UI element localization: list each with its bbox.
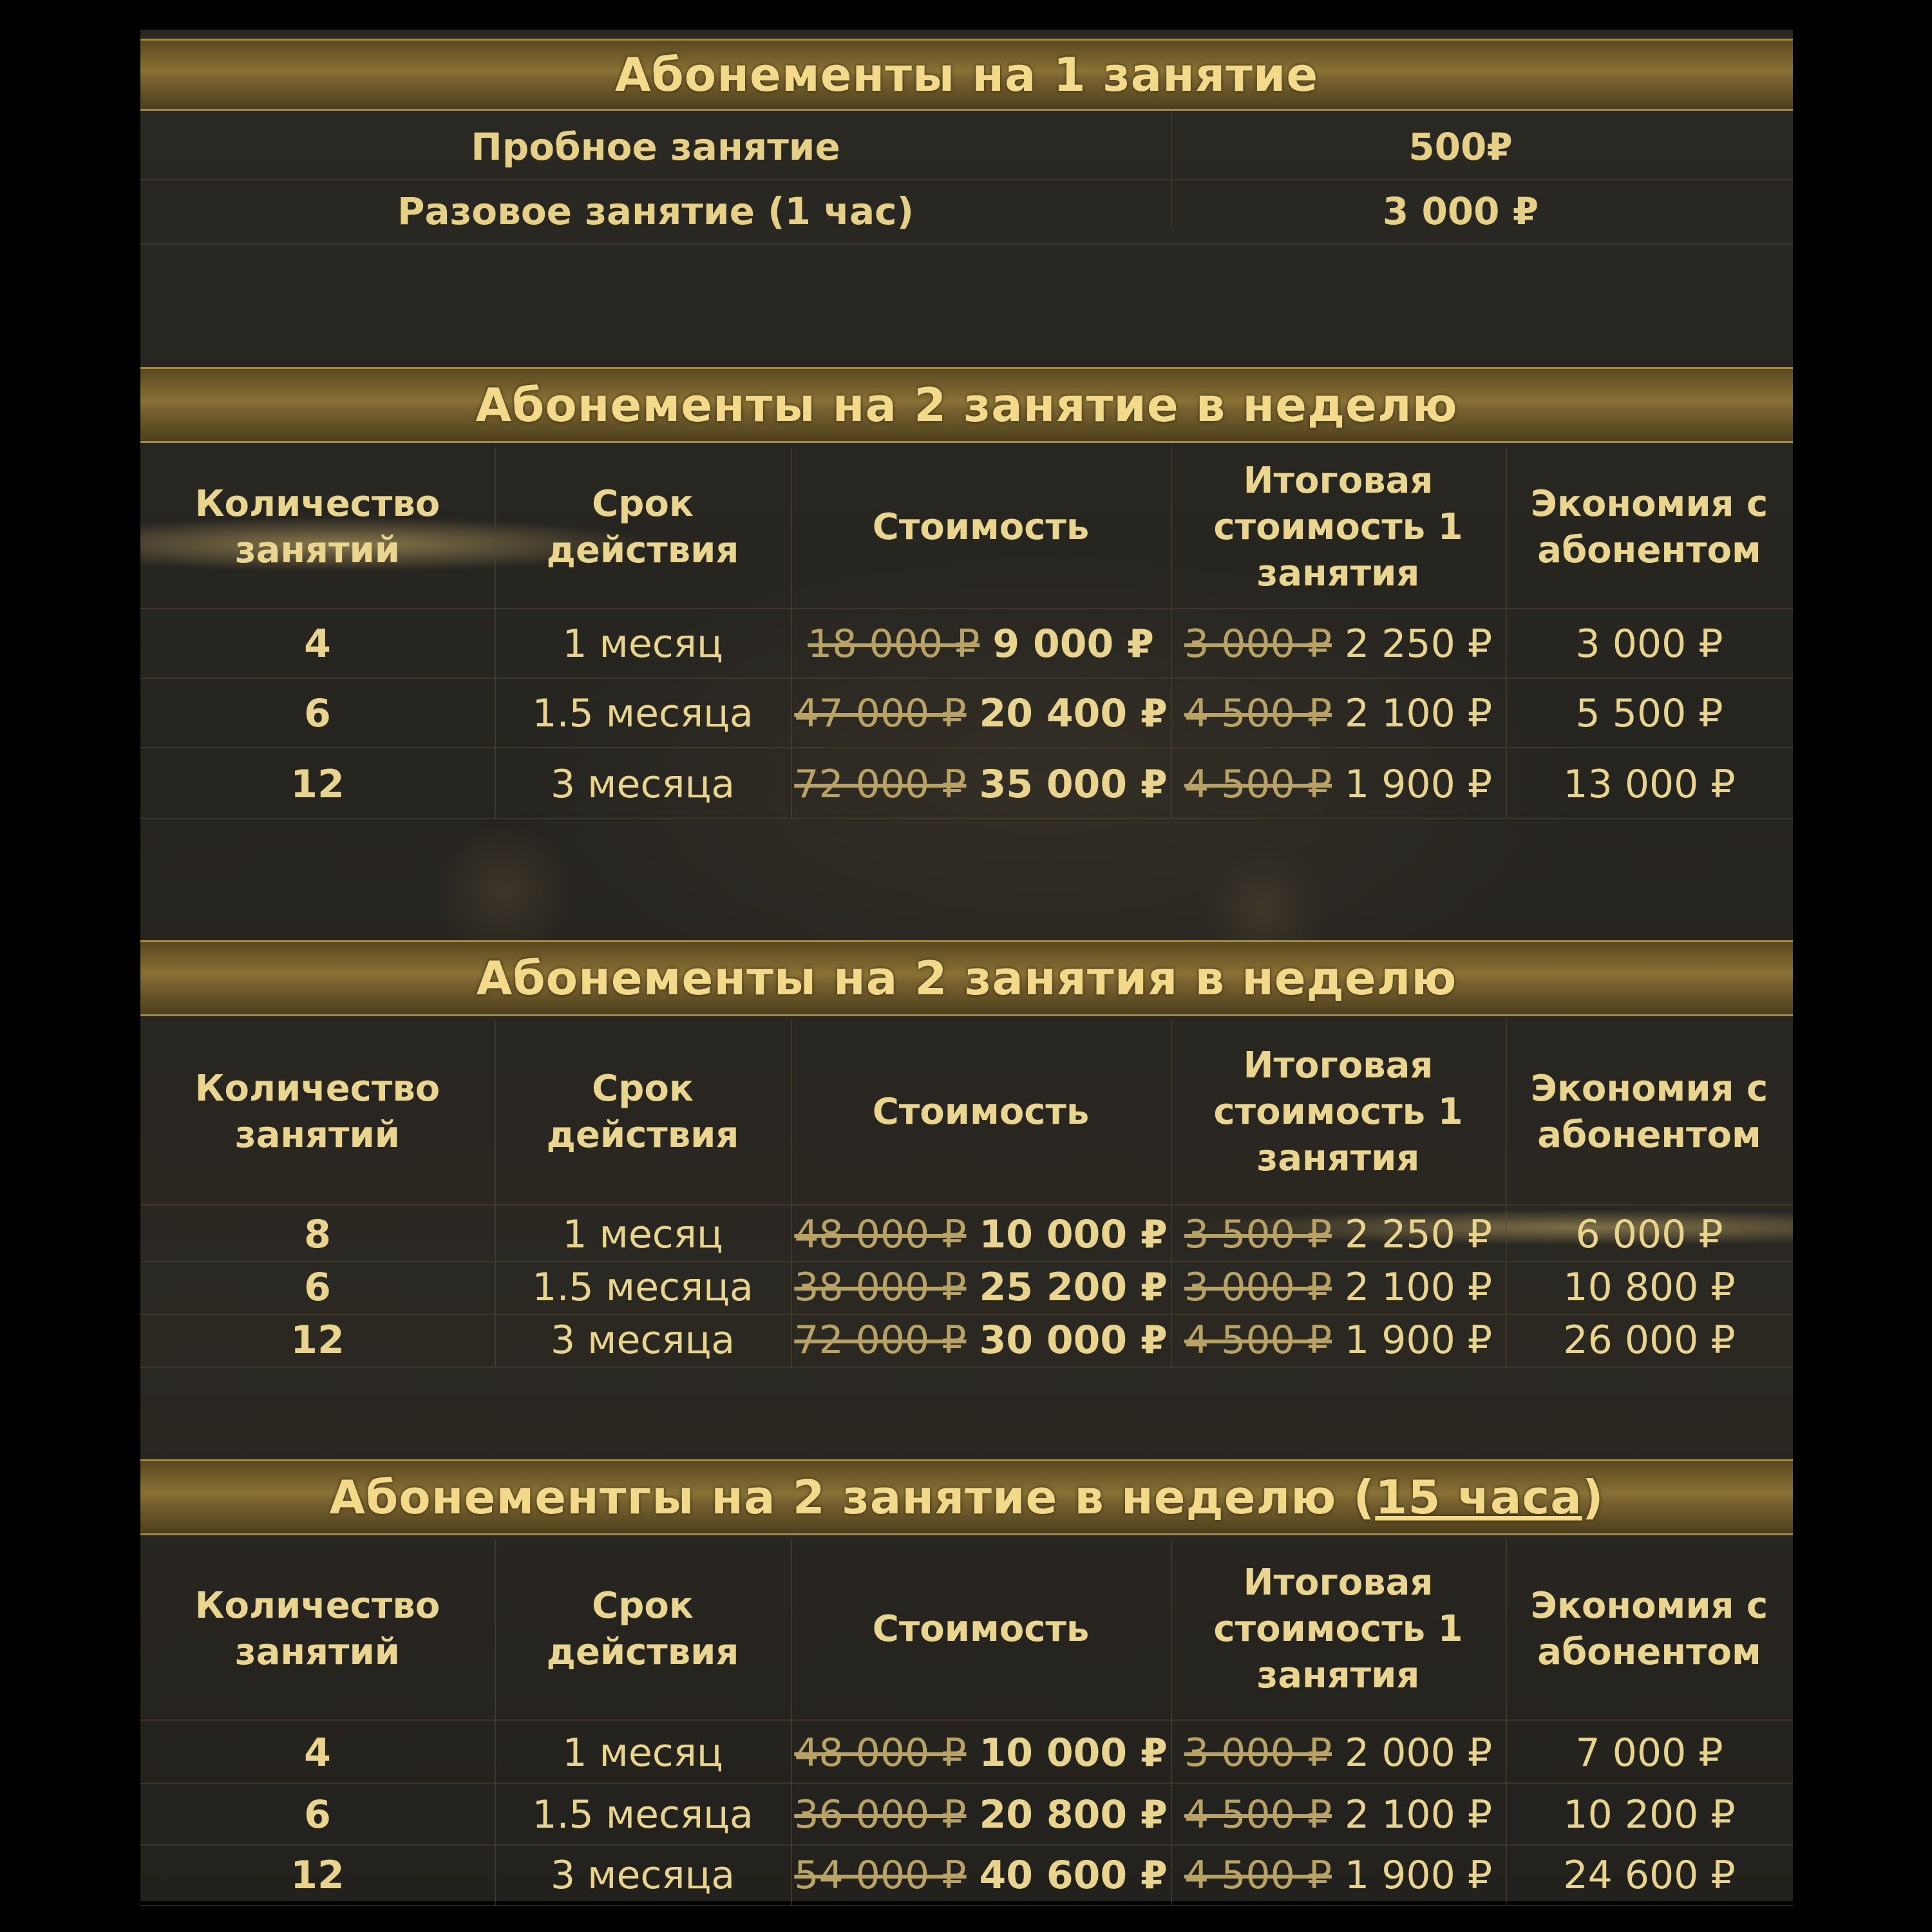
section-3-title: Абонементы на 2 занятия в неделю xyxy=(476,951,1457,1005)
table-header-divider xyxy=(140,1204,1793,1206)
row-savings-value: 3 000 ₽ xyxy=(1575,621,1723,667)
table-header-cost: Стоимость xyxy=(872,1608,1090,1650)
row-per-lesson-new: 2 000 ₽ xyxy=(1345,1730,1493,1776)
row-count xyxy=(140,680,495,747)
row-cost-old: 18 000 ₽ xyxy=(808,621,980,667)
single-row xyxy=(140,116,1793,180)
row-cost xyxy=(791,611,1171,677)
row-savings-value: 24 600 ₽ xyxy=(1563,1853,1736,1898)
table-row-divider xyxy=(140,1783,1793,1784)
table-row-divider xyxy=(140,818,1793,819)
row-cost-new: 10 000 ₽ xyxy=(979,1212,1168,1257)
row-count-value: 4 xyxy=(304,1730,331,1776)
row-savings-value: 5 500 ₽ xyxy=(1575,691,1723,736)
row-per-lesson-new: 2 100 ₽ xyxy=(1345,1265,1493,1310)
row-cost-old: 47 000 ₽ xyxy=(794,691,967,736)
row-savings xyxy=(1506,1208,1793,1261)
row-per-lesson-old: 4 500 ₽ xyxy=(1184,1318,1332,1363)
row-per-lesson xyxy=(1171,1846,1506,1905)
section-3-banner xyxy=(140,940,1793,1016)
row-cost xyxy=(791,1785,1171,1844)
section-2-title: Абонементы на 2 занятие в неделю xyxy=(475,378,1458,432)
table-header-savings: Экономия с абонентом xyxy=(1530,483,1768,571)
row-savings-value: 13 000 ₽ xyxy=(1563,762,1736,807)
row-cost xyxy=(791,1846,1171,1905)
row-cost-new: 30 000 ₽ xyxy=(979,1318,1168,1363)
single-row-price: 500₽ xyxy=(1408,125,1513,169)
row-period xyxy=(495,1846,791,1905)
row-count-value: 12 xyxy=(290,1318,345,1363)
row-cost-new: 9 000 ₽ xyxy=(992,621,1154,667)
row-savings xyxy=(1506,1314,1793,1367)
row-per-lesson-old: 4 500 ₽ xyxy=(1184,762,1332,807)
row-cost xyxy=(791,1314,1171,1367)
table-header-per: Итоговая стоимость 1 занятия xyxy=(1213,1045,1463,1179)
row-savings xyxy=(1506,1785,1793,1844)
row-count-value: 6 xyxy=(304,691,331,736)
row-per-lesson-old: 4 500 ₽ xyxy=(1184,1792,1332,1837)
section-2-banner xyxy=(140,367,1793,443)
row-period xyxy=(495,1208,791,1261)
row-period-value: 1 месяц xyxy=(562,1730,723,1776)
row-savings xyxy=(1506,1261,1793,1314)
row-count-value: 6 xyxy=(304,1265,331,1310)
row-cost xyxy=(791,1261,1171,1314)
row-cost-old: 72 000 ₽ xyxy=(794,762,967,807)
table-row-divider xyxy=(140,747,1793,748)
row-period-value: 1.5 месяца xyxy=(532,1792,753,1837)
table-header-count: Количество занятий xyxy=(194,1068,440,1156)
table-header-per: Итоговая стоимость 1 занятия xyxy=(1213,1562,1463,1696)
row-cost-new: 25 200 ₽ xyxy=(979,1265,1168,1310)
row-per-lesson-new: 2 100 ₽ xyxy=(1345,691,1493,736)
price-list-panel xyxy=(140,30,1793,1901)
row-per-lesson xyxy=(1171,680,1506,747)
row-per-lesson-old: 4 500 ₽ xyxy=(1184,1853,1332,1898)
table-header-period: Срок действия xyxy=(546,1068,739,1156)
row-per-lesson-old: 3 000 ₽ xyxy=(1184,1730,1332,1776)
row-period xyxy=(495,751,791,818)
row-per-lesson xyxy=(1171,1785,1506,1844)
table-row-divider xyxy=(140,1367,1793,1368)
row-per-lesson xyxy=(1171,611,1506,677)
row-savings-value: 6 000 ₽ xyxy=(1575,1212,1723,1257)
row-savings xyxy=(1506,680,1793,747)
table-header-cost: Стоимость xyxy=(872,1091,1090,1133)
row-savings xyxy=(1506,1723,1793,1783)
row-period-value: 3 месяца xyxy=(550,762,735,807)
row-cost-new: 20 400 ₽ xyxy=(979,691,1168,736)
row-period xyxy=(495,1723,791,1783)
row-per-lesson-old: 4 500 ₽ xyxy=(1184,691,1332,736)
section-4-title-hours: 15 часа xyxy=(1375,1470,1582,1524)
row-savings-value: 26 000 ₽ xyxy=(1563,1318,1736,1363)
row-count xyxy=(140,611,495,677)
row-count xyxy=(140,1846,495,1905)
row-cost-new: 40 600 ₽ xyxy=(979,1853,1168,1898)
row-per-lesson xyxy=(1171,1261,1506,1314)
row-period xyxy=(495,611,791,677)
section-1-title: Абонементы на 1 занятие xyxy=(614,48,1319,102)
row-period xyxy=(495,1314,791,1367)
row-cost-old: 38 000 ₽ xyxy=(794,1265,967,1310)
row-period-value: 3 месяца xyxy=(550,1318,735,1363)
table-header-divider xyxy=(140,1719,1793,1721)
row-per-lesson-new: 2 100 ₽ xyxy=(1345,1792,1493,1837)
row-savings-value: 7 000 ₽ xyxy=(1575,1730,1723,1776)
table-header-cost: Стоимость xyxy=(872,506,1090,548)
row-savings xyxy=(1506,1846,1793,1905)
row-cost-old: 48 000 ₽ xyxy=(794,1212,967,1257)
row-cost-new: 10 000 ₽ xyxy=(979,1730,1168,1776)
table-header-period: Срок действия xyxy=(546,483,739,571)
row-cost-old: 72 000 ₽ xyxy=(794,1318,967,1363)
row-period-value: 1.5 месяца xyxy=(532,691,753,736)
table-row-divider xyxy=(140,1905,1793,1906)
single-row-price: 3 000 ₽ xyxy=(1382,189,1539,233)
row-cost-old: 48 000 ₽ xyxy=(794,1730,967,1776)
single-row-label: Разовое занятие (1 час) xyxy=(397,189,914,233)
row-count xyxy=(140,1314,495,1367)
row-cost xyxy=(791,1208,1171,1261)
row-cost-new: 20 800 ₽ xyxy=(979,1792,1168,1837)
row-cost xyxy=(791,680,1171,747)
row-savings-value: 10 200 ₽ xyxy=(1563,1792,1736,1837)
table-header-savings: Экономия с абонентом xyxy=(1530,1068,1768,1156)
table-row-divider xyxy=(140,677,1793,679)
table-header-count: Количество занятий xyxy=(194,483,440,571)
row-count-value: 12 xyxy=(290,1853,345,1898)
row-per-lesson-old: 3 000 ₽ xyxy=(1184,1265,1332,1310)
row-savings xyxy=(1506,751,1793,818)
section-4-title-end: ) xyxy=(1582,1470,1604,1524)
table-header-period: Срок действия xyxy=(546,1585,739,1673)
row-period xyxy=(495,1785,791,1844)
row-count-value: 12 xyxy=(290,762,345,807)
row-count-value: 8 xyxy=(304,1212,331,1257)
row-savings xyxy=(1506,611,1793,677)
section-4-title xyxy=(329,1470,1604,1524)
row-per-lesson xyxy=(1171,751,1506,818)
row-per-lesson-old: 3 000 ₽ xyxy=(1184,621,1332,667)
row-cost xyxy=(791,751,1171,818)
row-count xyxy=(140,751,495,818)
row-per-lesson-new: 1 900 ₽ xyxy=(1345,1318,1493,1363)
row-per-lesson-new: 2 250 ₽ xyxy=(1345,621,1493,667)
row-count xyxy=(140,1261,495,1314)
row-per-lesson-new: 1 900 ₽ xyxy=(1345,1853,1493,1898)
row-per-lesson xyxy=(1171,1723,1506,1783)
row-period xyxy=(495,1261,791,1314)
row-count-value: 6 xyxy=(304,1792,331,1837)
row-period xyxy=(495,680,791,747)
row-count-value: 4 xyxy=(304,621,331,667)
section-1-banner xyxy=(140,39,1793,111)
row-cost xyxy=(791,1723,1171,1783)
row-savings-value: 10 800 ₽ xyxy=(1563,1265,1736,1310)
table-header-per: Итоговая стоимость 1 занятия xyxy=(1213,460,1463,594)
table-header-divider xyxy=(140,608,1793,609)
row-period-value: 1.5 месяца xyxy=(532,1265,753,1310)
row-count xyxy=(140,1208,495,1261)
row-period-value: 3 месяца xyxy=(550,1853,735,1898)
row-cost-old: 36 000 ₽ xyxy=(794,1792,967,1837)
table-header-savings: Экономия с абонентом xyxy=(1530,1585,1768,1673)
row-period-value: 1 месяц xyxy=(562,621,723,667)
row-per-lesson xyxy=(1171,1314,1506,1367)
row-per-lesson-old: 3 500 ₽ xyxy=(1184,1212,1332,1257)
row-per-lesson-new: 2 250 ₽ xyxy=(1345,1212,1493,1257)
section-4-title-main: Абонементгы на 2 занятие в неделю ( xyxy=(329,1470,1376,1524)
single-row-label: Пробное занятие xyxy=(471,125,840,169)
row-per-lesson xyxy=(1171,1208,1506,1261)
row-cost-old: 54 000 ₽ xyxy=(794,1853,967,1898)
row-count xyxy=(140,1723,495,1783)
section-4-banner xyxy=(140,1459,1793,1535)
row-count xyxy=(140,1785,495,1844)
row-per-lesson-new: 1 900 ₽ xyxy=(1345,762,1493,807)
single-row xyxy=(140,180,1793,245)
row-cost-new: 35 000 ₽ xyxy=(979,762,1168,807)
table-header-count: Количество занятий xyxy=(194,1585,440,1673)
row-period-value: 1 месяц xyxy=(562,1212,723,1257)
